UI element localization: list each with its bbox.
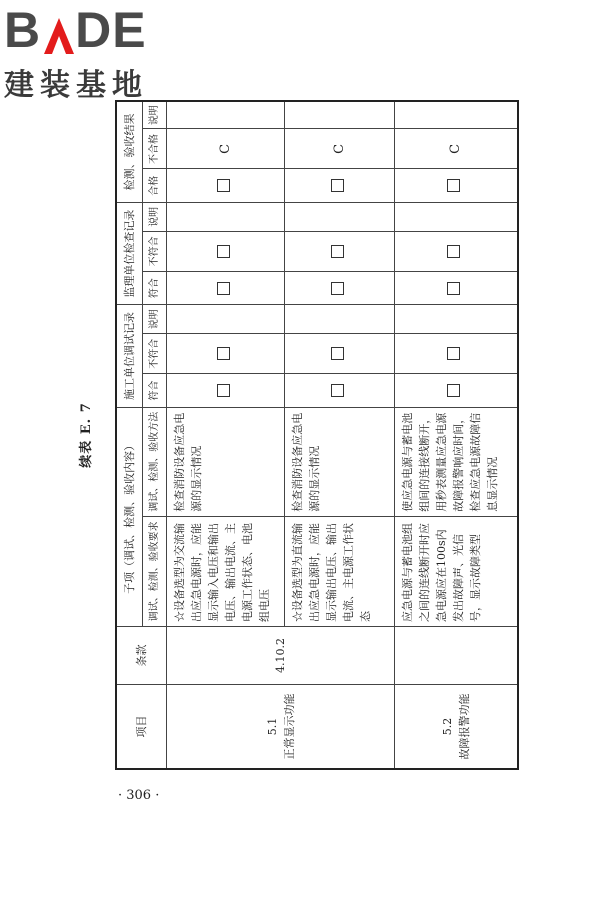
table-title: 续表 E. 7 xyxy=(79,402,94,468)
header-subitem: 子项（调试、检测、验收内容） xyxy=(116,407,143,626)
header-acceptance: 检测、验收结果 xyxy=(116,101,143,202)
checkbox[interactable] xyxy=(331,245,344,258)
header-supervisor-nonconform: 不符合 xyxy=(143,231,167,271)
header-contractor: 施工单位调试记录 xyxy=(116,305,143,407)
project-5-2: 5.2 故障报警功能 xyxy=(395,684,518,769)
header-clause: 条款 xyxy=(116,627,167,685)
logo-wordmark: B DE xyxy=(4,2,147,58)
checkbox[interactable] xyxy=(331,347,344,360)
result-note: C xyxy=(332,143,347,154)
checkbox[interactable] xyxy=(217,282,230,295)
header-supervisor-conform: 符合 xyxy=(143,271,167,304)
table-row xyxy=(167,101,285,769)
checkbox[interactable] xyxy=(447,179,460,192)
checkbox[interactable] xyxy=(217,347,230,360)
header-method: 调试、检测、验收方法 xyxy=(143,407,167,516)
header-acceptance-note: 说明 xyxy=(143,101,167,129)
checkbox[interactable] xyxy=(447,245,460,258)
checkbox[interactable] xyxy=(331,179,344,192)
result-note: C xyxy=(448,143,464,154)
table-row xyxy=(395,101,518,769)
header-requirement: 调试、检测、验收要求 xyxy=(143,516,167,626)
checkbox[interactable] xyxy=(447,282,460,295)
requirement-text: ☆设备选型为直流输出应急电源时，应能显示输出电压、输出电流、主电源工作状态 xyxy=(285,516,395,626)
requirement-text: 应急电源与蓄电池组之间的连线断开时应急电源应在100s内发出故障声、光信号，显示故障类型 xyxy=(395,516,518,626)
header-supervisor-note: 说明 xyxy=(143,202,167,231)
checkbox[interactable] xyxy=(447,384,460,397)
logo-a-chevron-icon xyxy=(42,16,74,56)
result-note: C xyxy=(218,143,233,154)
requirement-text: ☆设备选型为交流输出应急电源时，应能显示输入电压和输出电压、输出电流、主电源工作状态、电池组电压 xyxy=(167,516,285,626)
project-5-1: 5.1 正常显示功能 xyxy=(167,684,395,769)
checkbox[interactable] xyxy=(217,179,230,192)
header-acceptance-pass: 合格 xyxy=(143,169,167,202)
checkbox[interactable] xyxy=(331,384,344,397)
method-text: 使应急电源与蓄电池组间的连接线断开，用秒表测量应急电源故障报警响应时间，检查应急电源故障信息显示情况 xyxy=(395,407,518,516)
clause-cell: 4.10.2 xyxy=(167,627,395,685)
header-contractor-conform: 符合 xyxy=(143,374,167,407)
header-contractor-note: 说明 xyxy=(143,305,167,334)
checkbox[interactable] xyxy=(447,347,460,360)
checkbox[interactable] xyxy=(217,384,230,397)
bade-logo xyxy=(4,4,176,104)
method-text: 检查消防设备应急电源的显示情况 xyxy=(285,407,395,516)
page-number: · 306 · xyxy=(118,788,160,803)
inspection-table xyxy=(115,100,519,770)
logo-subtitle: 建装基地 xyxy=(4,68,148,103)
header-acceptance-fail: 不合格 xyxy=(143,129,167,169)
header-supervisor: 监理单位检查记录 xyxy=(116,202,143,304)
checkbox[interactable] xyxy=(217,245,230,258)
header-project: 项目 xyxy=(116,684,167,769)
checkbox[interactable] xyxy=(331,282,344,295)
method-text: 检查消防设备应急电源的显示情况 xyxy=(167,407,285,516)
header-contractor-nonconform: 不符合 xyxy=(143,334,167,374)
rotated-table-page xyxy=(79,100,515,770)
